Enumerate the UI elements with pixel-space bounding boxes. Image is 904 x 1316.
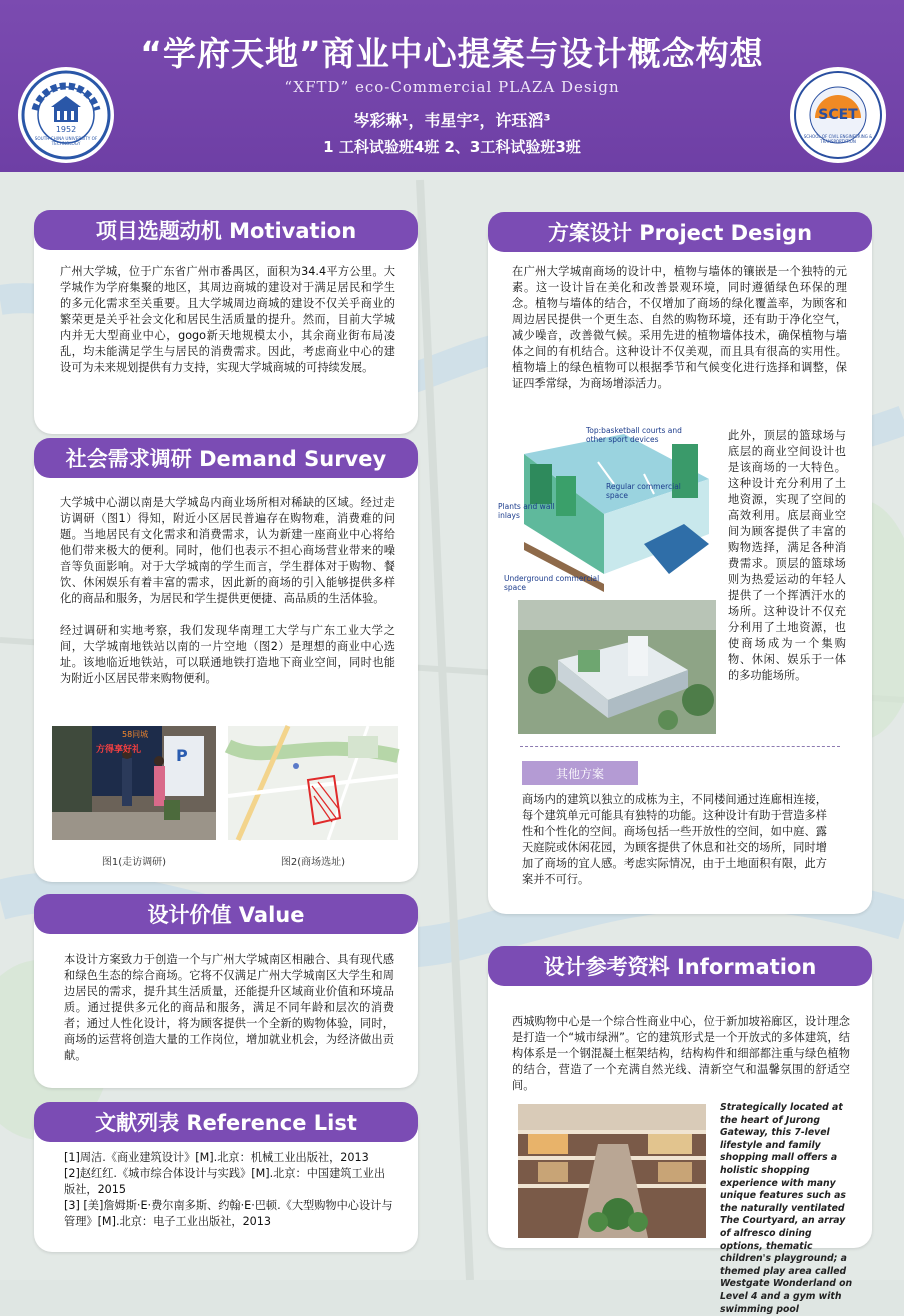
school-logo-text: SCET	[818, 107, 858, 123]
reference-item: [3] [美]詹姆斯·E·费尔南多斯、约翰·E·巴顿.《大型购物中心设计与管理》[M].北京：电子工业出版社，2013	[64, 1199, 393, 1228]
survey-photo-parking: P	[176, 746, 188, 765]
demand-text	[60, 495, 395, 703]
survey-photo-sign: 58同城	[122, 730, 149, 739]
design-divider	[520, 746, 840, 747]
westgate-photo	[518, 1104, 706, 1238]
design-para-1: 在广州大学城南商场的设计中，植物与墙体的镶嵌是一个独特的元素。这一设计旨在美化和改善景观环境，同时遵循绿色环保的理念。植物与墙体的结合，不仅增加了商场的绿化覆盖率，为顾客和周边居民提供一个更生态、自然的购物环境，还有助于净化空气，减少噪音，改善微气候。采用先进的植物墙体技术，确保植物与墙体之间的有机结合。这种设计不仅美观，而且具有很高的实用性。植物墙上的绿色植物可以根据季节和气候变化进行选择和调整，保证四季常绿，为商场增添活力。	[512, 265, 847, 390]
westgate-english-text: Strategically located at the heart of Jurong Gateway, this 7-level lifestyle and family shopping mall offers a holistic shopping experience with many unique features such as the naturally ventilated The Courtyard, an array of alfresco dining options, thematic children's playground; a themed play area called Westgate Wonderland on Level 4 and a gym with swimming pool	[720, 1102, 853, 1315]
demand-para-1: 大学城中心湖以南是大学城岛内商业场所相对稀缺的区域。经过走访调研（图1）得知，附近小区居民普遍存在购物难，消费难的问题。当地居民有文化需求和消费需求，认为新建一座商业中心将给他们带来极大的便利。同时，他们也表示不担心商场营业带来的噪音等负面影响。对于大学城南的学生而言，学生群体对于购物、餐饮、休闲娱乐有着丰富的需求，因此新的商场的引入能够提供多样化的商品和服务，为居民和学生提供更便捷、高品质的生活体验。	[60, 496, 395, 605]
school-logo	[790, 67, 886, 163]
other-plan-tag: 其他方案	[522, 761, 638, 785]
design-diagram	[494, 424, 718, 596]
university-logo-name: SOUTH CHINA UNIVERSITY OF TECHNOLOGY	[34, 136, 98, 146]
value-text: 本设计方案致力于创造一个与广州大学城南区相融合、具有现代感和绿色生态的综合商场。它将不仅满足广州大学城南区大学生和周边居民的需求，提升其生活质量，还能提升区域商业价值和环境品质。通过提供多元化的商品和服务，满足不同年龄和层次的消费者；通过人性化设计，将为顾客提供一个全新的购物体验，同时，商场的运营将创造大量的工作岗位，增加就业机会，为经济做出贡献。	[64, 953, 394, 1062]
information-title: 设计参考资料 Information	[488, 946, 872, 986]
annotation-top: Top:basketball courts and other sport devices	[586, 426, 682, 444]
site-map-caption: 图2(商场选址)	[280, 857, 346, 868]
poster-header	[0, 0, 904, 172]
reference-item: [2]赵红红.《城市综合体设计与实践》[M].北京：中国建筑工业出版社，2015	[64, 1167, 386, 1196]
design-rendering	[518, 600, 716, 734]
demand-title: 社会需求调研 Demand Survey	[34, 438, 418, 478]
school-logo-ring: SCHOOL OF CIVIL ENGINEERING & TRANSPORTATION	[803, 134, 873, 144]
motivation-title: 项目选题动机 Motivation	[34, 210, 418, 250]
poster-title: “学府天地”商业中心提案与设计概念构想	[140, 34, 764, 73]
reference-item: [1]周洁.《商业建筑设计》[M].北京：机械工业出版社，2013	[64, 1151, 369, 1164]
university-logo-year: 1952	[55, 125, 77, 134]
other-plan-text: 商场内的建筑以独立的成栋为主，不同楼间通过连廊相连接，每个建筑单元可能具有独特的功能。这种设计有助于营造多样性和个性化的空间。商场包括一些开放性的空间，如中庭、露天庭院或休闲花园，为顾客提供了休息和社交的场所，同时增加了商场的宜人感。考虑实际情况，由于土地面积有限，此方案并不可行。	[522, 793, 827, 886]
site-map-photo	[228, 726, 398, 840]
annotation-regular: Regular commercial space	[606, 482, 681, 500]
authors: 岑彩琳¹，韦星宇²，许珏滔³	[353, 111, 551, 130]
reference-title: 文献列表 Reference List	[34, 1102, 418, 1142]
design-title: 方案设计 Project Design	[488, 212, 872, 252]
university-logo	[18, 67, 114, 163]
survey-photo-caption: 图1(走访调研)	[101, 857, 167, 868]
annotation-plants: Plants and wall inlays	[498, 502, 555, 520]
value-title: 设计价值 Value	[34, 894, 418, 934]
survey-photo	[52, 726, 216, 840]
annotation-underground: Underground commercial space	[504, 574, 600, 592]
demand-para-2: 经过调研和实地考察，我们发现华南理工大学与广东工业大学之间，大学城南地铁站以南的一片空地（图2）是理想的商业中心选址。该地临近地铁站，可以联通地铁打造地下商业空间，同时也能为附近小区居民带来购物便利。	[60, 624, 395, 685]
reference-list	[64, 1150, 394, 1230]
information-text: 西城购物中心是一个综合性商业中心，位于新加坡裕廊区，设计理念是打造一个“城市绿洲”。它的建筑形式是一个开放式的多体建筑，结构体系是一个钢混凝土框架结构，结构构件和细部都注重与绿色植物的结合，营造了一个充满自然光线、清新空气和温馨氛围的舒适空间。	[512, 1015, 850, 1092]
design-side-text: 此外，顶层的篮球场与底层的商业空间设计也是该商场的一大特色。这种设计充分利用了土地资源，实现了空间的高效利用。底层商业空间为顾客提供了丰富的购物选择，满足各种消费需求。顶层的篮球场则为热爱运动的年轻人提供了一个挥洒汗水的场所。这种设计不仅充分利用了土地资源，也使商场成为一个集购物、休闲、娱乐于一体的多功能场所。	[728, 429, 846, 682]
survey-photo-banner: 方得享好礼	[96, 745, 142, 755]
motivation-text: 广州大学城，位于广东省广州市番禺区，面积为34.4平方公里。大学城作为学府集聚的地区，其周边商城的建设对于满足居民和学生的多元化需求至关重要。且大学城周边商城的建设不仅关乎商业的繁荣更是关乎社会文化和居民生活质量的提升。然而，目前大学城内并无大型商业中心，gogo新天地规模太小，其余商业街布局凌乱，均未能满足学生与居民的消费需求。因此，考虑商业中心的建设可为未来规划提供有力支持，实现大学城商城的可持续发展。	[60, 265, 395, 374]
classes: 1 工科试验班4班 2、3工科试验班3班	[323, 138, 581, 156]
poster-subtitle: “XFTD” eco-Commercial PLAZA Design	[284, 78, 620, 96]
